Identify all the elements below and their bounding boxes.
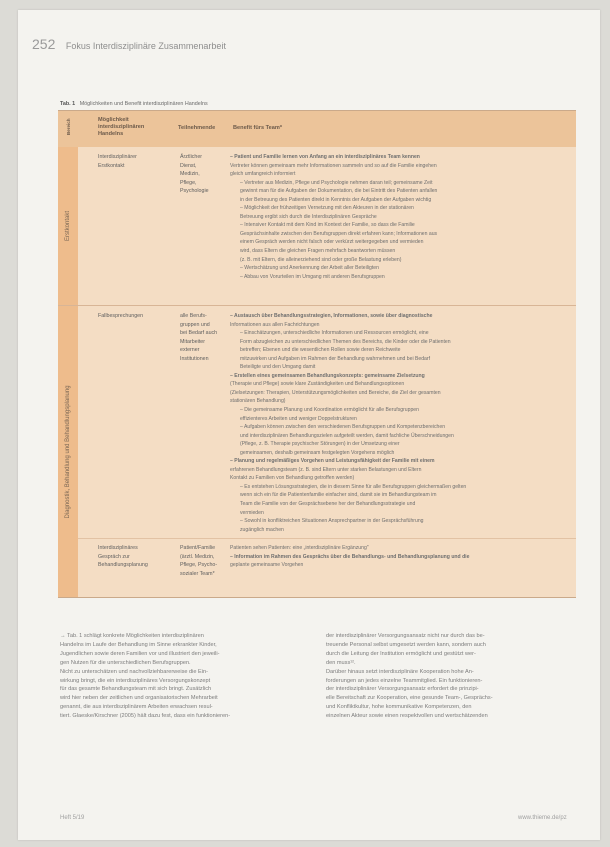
cell-line: sozialer Team* <box>180 570 215 577</box>
benefit-line: Betreuung ergibt sich durch die Interdisziplinären Gespräche <box>240 213 377 220</box>
benefit-line: (Therapie und Pflege) sowie klare Zuständigkeiten und Behandlungsoptionen <box>230 381 405 388</box>
body-line: den muss¹². <box>326 659 356 666</box>
benefit-line: – Abbau von Vorurteilen im Umgang mit anderen Berufsgruppen <box>240 273 385 280</box>
body-line: Nicht zu unterschätzen und nachvollziehbarerweise die Ein- <box>60 668 209 675</box>
col-header-benefit: Benefit fürs Team* <box>233 125 283 131</box>
benefit-line: wenn sich ein für die Patientenfamilie einfacher sind, damit sie im Behandlungsteam im <box>240 492 437 499</box>
benefit-line: effizienteres Arbeiten und weniger Doppelstrukturen <box>240 415 357 422</box>
body-line: forderungen an jedes einzelne Teammitglied. Ein funktionieren- <box>326 677 483 684</box>
benefit-line: – Erstellen eines gemeinsamen Behandlungskonzepts: gemeinsame Zielsetzung <box>230 372 425 379</box>
cell-line: Interdisziplinäres <box>98 545 138 551</box>
benefit-line: in der Betreuung des Patienten direkt in Kenntnis der Aufgaben der Aufgaben wichtig <box>240 196 432 203</box>
benefit-line: betreffen; Ebenen und die wesentlichen Rollen sowie deren Reichweite <box>240 347 401 354</box>
benefit-line: (Pflege, z. B. Therapie psychischer Störungen) in der Umsetzung einer <box>240 441 400 448</box>
cell-line: Pflege, <box>180 179 197 186</box>
table-caption-label: Tab. 1 <box>60 101 76 107</box>
benefit-line: Beteiligte und den Umgang damit <box>240 364 316 371</box>
table-caption-text: Möglichkeiten und Benefit interdisziplinären Handelns <box>79 101 208 107</box>
body-column-right <box>326 632 576 721</box>
participants-cell <box>180 312 217 364</box>
benefit-line: und interdisziplinären Behandlungszielen aufgeteilt werden, damit fachliche Überschneidungen <box>240 432 454 439</box>
page-number: 252 <box>32 36 56 52</box>
benefit-line: – Vertreter aus Medizin, Pflege und Psychologie nehmen daran teil; gemeinsame Zeit <box>240 179 433 186</box>
table-caption <box>60 101 208 107</box>
body-line: → Tab. 1 schlägt konkrete Möglichkeiten interdisziplinären <box>60 633 204 639</box>
body-line: für das gesamte Behandlungsteam mit sich bringt. Zusätzlich <box>60 686 212 693</box>
cell-line: Pflege, Psycho- <box>180 562 218 569</box>
benefit-line: – Die gemeinsame Planung und Koordination ermöglicht für alle Berufsgruppen <box>240 407 419 414</box>
cell-line: Fallbesprechungen <box>98 313 144 319</box>
footer-left: Heft 5/19 <box>60 815 85 821</box>
table-section-first-contact <box>58 147 576 305</box>
benefit-line: mitzuwirken und Aufgaben im Rahmen der Behandlung wahrnehmen und bei Bedarf <box>240 355 431 362</box>
benefit-line: – Es entstehen Lösungsstrategien, die in diesem Sinne für alle Berufsgruppen gleichermaßen gelten <box>240 483 467 490</box>
section-side-column <box>58 306 78 597</box>
benefit-line: – Information im Rahmen des Gesprächs über die Behandlungs- und Behandlungsplanung und die <box>230 553 470 560</box>
benefit-line: Gesprächsinhalte zwischen den Berufsgruppen direkt erfahren kann; Informationen aus <box>240 230 438 237</box>
benefit-line: Form abzugleichen zu unterschiedlichen Themen des Bereichs, die Kinder oder die Patienten <box>240 338 451 345</box>
benefit-line: – Wertschätzung und Anerkennung der Arbeit aller Beteiligten <box>240 265 379 272</box>
table-section-diagnostics <box>58 306 576 597</box>
possibility-cell <box>98 153 137 170</box>
benefit-line: (Zielsetzungen: Therapien, Unterstützungsmöglichkeiten und Bereiche, die Ziel der gesamten <box>230 389 441 396</box>
body-line: elle Bereitschaft zur Kooperation, eine gesunde Team-, Gesprächs- <box>326 695 493 702</box>
cell-line: Gespräch zur <box>98 553 130 560</box>
body-line: tiert. Glaeske/Kirschner (2005) hält dazu fest, dass ein funktionieren- <box>60 713 231 720</box>
benefit-line: – Sowohl in konfliktreichen Situationen Ansprechpartner in der Gesprächsführung <box>240 518 424 525</box>
benefit-cell <box>230 312 570 534</box>
col-header-area: Bereich <box>66 118 71 135</box>
cell-line: alle Berufs- <box>180 313 207 319</box>
cell-line: Medizin, <box>180 171 200 178</box>
cell-line: Dienst, <box>180 162 197 169</box>
benefit-line: gewinnt man für die Aufgaben der Dokumentation, die bei Eintritt des Patienten anfallen <box>240 188 438 195</box>
document-page <box>18 10 600 840</box>
body-line: genannt, die aus interdisziplinärem Arbeiten erwachsen resul- <box>60 704 213 711</box>
body-line: wirkung bringt, die ein interdisziplinäres Versorgungskonzept <box>60 677 211 684</box>
cell-line: Institutionen <box>180 355 209 362</box>
body-line: und Konfliktkultur, hohe kommunikative Kompetenzen, den <box>326 704 472 711</box>
cell-line: Patient/Familie <box>180 545 216 551</box>
footer-right: www.thieme.de/pz <box>518 815 567 821</box>
body-line: einzelnen Akteur sowie einen respektvollen und wertschätzenden <box>326 713 488 720</box>
benefit-line: Informationen aus allen Fachrichtungen <box>230 321 320 328</box>
cell-line: gruppen und <box>180 321 210 328</box>
cell-line: Psychologie <box>180 188 209 195</box>
cell-line: Ärztlicher <box>180 154 203 160</box>
benefit-line: Vertreter können gemeinsam mehr Informationen sammeln und so auf die Familie eingehen <box>230 162 437 169</box>
benefit-line: – Möglichkeit der frühzeitigen Vernetzung mit den Akteuren in der stationären <box>240 205 414 212</box>
benefit-line: einem Gespräch werden nicht falsch oder verkürzt weitergegeben und vermieden <box>240 239 424 246</box>
benefit-line: erfahrenen Behandlungsteam (z. B. sind Eltern unter starken Belastungen und Eltern <box>230 466 422 473</box>
benefit-line: Kontakt zu Familien von Behandlung getroffen werden) <box>230 475 355 482</box>
benefit-cell <box>230 544 570 570</box>
possibility-cell <box>98 312 143 321</box>
cell-line: Erstkontakt <box>98 162 125 169</box>
body-line: Darüber hinaus setzt interdisziplinäre Kooperation hohe An- <box>326 668 474 675</box>
body-line: der interdisziplinärer Versorgungsansatz nicht nur durch das be- <box>326 633 485 639</box>
benefit-table <box>58 110 576 598</box>
cell-line: Mitarbeiter <box>180 338 206 345</box>
benefit-line: – Austausch über Behandlungsstrategien, Informationen, sowie über diagnostische <box>230 313 433 319</box>
benefit-line: zugänglich machen <box>240 526 284 533</box>
benefit-line: (z. B. mit Eltern, die alleinerziehend sind oder große Belastung erleben) <box>240 256 402 263</box>
body-line: gen Nutzen für die unterschiedlichen Berufsgruppen. <box>60 659 191 666</box>
cell-line: Interdisziplinärer <box>98 154 137 160</box>
benefit-line: wird, dass Eltern die gleichen Fragen mehrfach beantworten müssen <box>240 248 396 255</box>
body-line: durch die Leitung der Institution ermöglicht und gestützt wer- <box>326 650 476 657</box>
body-line: Jugendlichen sowie deren Familien vor und illustriert den jeweili- <box>60 650 220 657</box>
benefit-line: – Patient und Familie lernen von Anfang an ein interdisziplinäres Team kennen <box>230 154 420 160</box>
section-label: Diagnostik, Behandlung und Behandlungsplanung <box>65 384 71 519</box>
body-line: Handelns im Laufe der Behandlung im Sinne erkrankter Kinder, <box>60 641 217 648</box>
running-title: Fokus Interdisziplinäre Zusammenarbeit <box>65 41 226 51</box>
benefit-line: – Einschätzungen, unterschiedliche Informationen und Ressourcen ermöglicht, eine <box>240 330 429 337</box>
cell-line: (ärztl. Medizin, <box>180 553 215 560</box>
body-line: wird hier neben der zeitlichen und organisatorischen Mehrarbeit <box>60 695 218 702</box>
cell-line: bei Bedarf auch <box>180 330 218 337</box>
benefit-line: – Intensiver Kontakt mit dem Kind im Kontext der Familie, so dass die Familie <box>240 222 415 229</box>
benefit-line: gleich umfangreich informiert <box>230 171 296 178</box>
benefit-line: geplante gemeinsame Vorgehen <box>230 562 304 569</box>
benefit-line: gemeinsamen, deshalb gemeinsam festgelegten Vorgehens möglich <box>240 449 395 456</box>
section-label: Erstkontakt <box>65 210 71 242</box>
table-header <box>58 111 576 147</box>
section-side-column <box>58 147 78 305</box>
benefit-cell <box>230 153 570 281</box>
body-line: treuende Personal selbst umgesetzt werden kann, sondern auch <box>326 641 486 648</box>
cell-line: externer <box>180 347 200 354</box>
benefit-line: stationären Behandlung) <box>230 398 286 405</box>
body-column-left <box>60 632 310 721</box>
participants-cell <box>180 153 209 196</box>
body-line: der interdisziplinärer Versorgungsansatz erfordert die prinzipi- <box>326 686 479 693</box>
row-divider <box>78 538 576 539</box>
participants-cell <box>180 544 217 578</box>
running-header <box>32 36 226 52</box>
cell-line: Behandlungsplanung <box>98 562 148 569</box>
possibility-cell <box>98 544 148 570</box>
benefit-line: – Planung und regelmäßiges Vorgehen und Leistungsfähigkeit der Familie mit einem <box>230 458 435 465</box>
benefit-line: Team die Familie von der Gesprächsebene her der Behandlungsstrategie und <box>240 501 416 508</box>
benefit-line: – Aufgaben können zwischen den verschiedenen Berufsgruppen und Kompetenzbereichen <box>240 424 446 431</box>
col-header-possibility: Möglichkeit interdisziplinären Handelns <box>98 117 145 137</box>
benefit-line: Patienten sehen Patienten: eine „interdisziplinäre Ergänzung" <box>230 545 369 551</box>
col-header-participants: Teilnehmende <box>178 125 216 131</box>
benefit-line: vermieden <box>240 509 264 516</box>
